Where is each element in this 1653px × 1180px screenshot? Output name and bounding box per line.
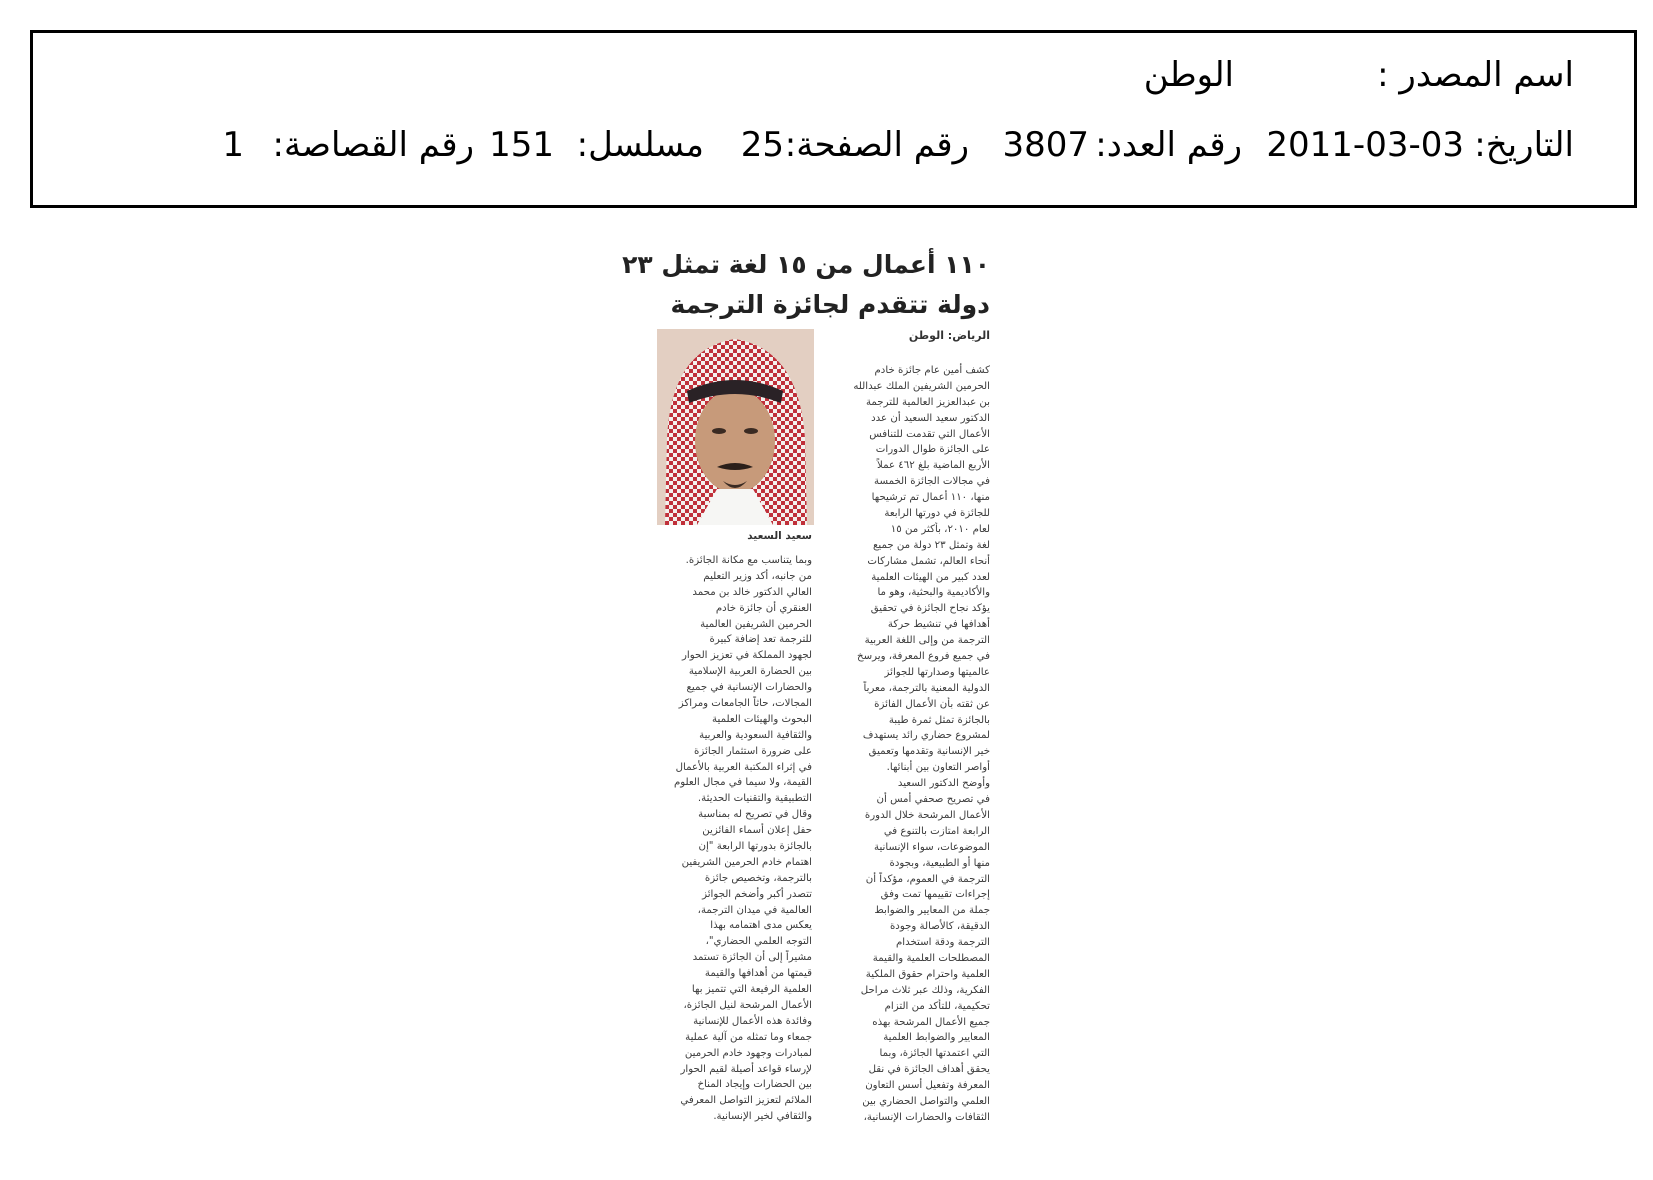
article-text-line: الأربع الماضية بلغ ٤٦٢ عملاً [877, 460, 990, 472]
article-text-line: لمشروع حضاري رائد يستهدف [862, 730, 990, 742]
article-text-line: الأعمال المرشحة خلال الدورة [864, 809, 990, 821]
article-text-line: مشيراً إلى أن الجائزة تستمد [692, 952, 812, 964]
serial-value: 151 [489, 125, 554, 165]
article-text-line: تتصدر أكبر وأضخم الجوائز [702, 888, 812, 900]
date-value: 2011-03-03 [1266, 125, 1464, 165]
article-text-line: في إثراء المكتبة العربية بالأعمال [675, 761, 812, 773]
article-text-line: بن عبدالعزيز العالمية للترجمة [865, 396, 990, 408]
article-text-line: الترجمة ودقة استخدام [895, 937, 990, 949]
article-text-line: جميع الأعمال المرشحة بهذه [872, 1016, 990, 1028]
article-text-line: والأكاديمية والبحثية، وهو ما [877, 587, 990, 599]
article-text-line: الدولية المعنية بالترجمة، معرباً [863, 682, 990, 694]
article-text-line: الثقافات والحضارات الإنسانية، [863, 1111, 990, 1123]
article-text-line: الأعمال المرشحة لنيل الجائزة، [683, 999, 812, 1011]
source-label: اسم المصدر : [1377, 55, 1574, 95]
article-text-line: الترجمة من وإلى اللغة العربية [864, 635, 990, 647]
article-text-line: لجهود المملكة في تعزيز الحوار [681, 650, 812, 662]
article-text-line: خير الإنسانية وتقدمها وتعميق [868, 746, 990, 758]
article-text-line: للجائزة في دورتها الرابعة [884, 508, 990, 520]
article-text-line: والحضارات الإنسانية في جميع [686, 682, 812, 694]
article-text-line: الدقيقة، كالأصالة وجودة [889, 921, 990, 933]
article-text-line: لمبادرات وجهود خادم الحرمين [684, 1047, 812, 1059]
article-text-line: وفائدة هذه الأعمال للإنسانية [693, 1015, 812, 1027]
article-text-line: الفكرية، وذلك عبر ثلاث مراحل [860, 984, 990, 996]
article-text-line: جملة من المعايير والضوابط [874, 905, 990, 917]
clip-value: 1 [222, 125, 244, 165]
article-text-line: الترجمة في العموم، مؤكداً أن [865, 873, 990, 885]
article-text-line: كشف أمين عام جائزة خادم [874, 365, 990, 376]
article-text-line: عن ثقته بأن الأعمال الفائزة [874, 698, 990, 710]
article-text-line: للترجمة تعد إضافة كبيرة [709, 634, 812, 646]
article-text-line: العالي الدكتور خالد بن محمد [692, 586, 812, 598]
article-text-line: البحوث والهيئات العلمية [712, 713, 812, 725]
article-text-line: في تصريح صحفي أمس أن [876, 794, 990, 806]
article-text-line: والثقافي لخير الإنسانية. [713, 1111, 812, 1123]
article-text-line: يعكس مدى اهتمامه بهذا [710, 920, 812, 932]
article-text-line: التوجه العلمي الحضاري"، [705, 936, 812, 948]
metadata-header-box [30, 30, 1637, 208]
article-text-line: أهدافها في تنشيط حركة [887, 619, 990, 631]
article-text-line: من جانبه، أكد وزير التعليم [703, 570, 812, 582]
article-text-line: وقال في تصريح له بمناسبة [698, 809, 812, 821]
article-headline [622, 245, 990, 325]
article-text-line: المجالات، حاثاً الجامعات ومراكز [678, 698, 812, 710]
article-text-line: منها أو الطبيعية، وبجودة [889, 857, 990, 869]
article-text-line: بالترجمة، وتخصيص جائزة [704, 872, 812, 884]
portrait-image [657, 329, 814, 525]
article-text-line: العلمية واحترام حقوق الملكية [865, 968, 990, 980]
article-text-line: تحكيمية، للتأكد من التزام [884, 1000, 990, 1012]
article-text-line: عالميتها وصدارتها للجوائز [884, 666, 990, 678]
photo-caption: سعيد السعيد [747, 530, 812, 542]
article-text-line: وبما يتناسب مع مكانة الجائزة. [685, 555, 812, 566]
article-column-left [657, 553, 812, 1125]
article-text-line: المصطلحات العلمية والقيمة [872, 952, 990, 964]
article-text-line: والثقافية السعودية والعربية [699, 729, 812, 741]
article-text-line: على ضرورة استثمار الجائزة [694, 745, 812, 757]
article-text-line: المعرفة وتفعيل أسس التعاون [865, 1080, 990, 1092]
article-text-line: العالمية في ميدان الترجمة، [697, 904, 812, 916]
article-text-line: بالجائزة تمثل ثمرة طيبة [888, 714, 990, 726]
article-text-line: قيمتها من أهدافها والقيمة [704, 968, 812, 980]
article-text-line: الحرمين الشريفين الملك عبدالله [853, 380, 990, 392]
issue-label: رقم العدد: [1095, 125, 1242, 165]
source-value: الوطن [1143, 55, 1234, 95]
article-byline: الرياض: الوطن [908, 329, 990, 342]
article-text-line: الموضوعات، سواء الإنسانية [874, 841, 990, 853]
author-photo [657, 329, 814, 525]
headline-line-1: ١١٠ أعمال من ١٥ لغة تمثل ٢٣ [622, 250, 990, 279]
date-label: التاريخ: [1474, 125, 1574, 165]
article-text-line: المعايير والضوابط العلمية [883, 1032, 990, 1044]
article-text-line: لعدد كبير من الهيئات العلمية [871, 571, 990, 583]
article-text-line: وأوضح الدكتور السعيد [897, 778, 990, 790]
clip-label: رقم القصاصة: [272, 125, 474, 165]
article-text-line: حفل إعلان أسماء الفائزين [702, 825, 812, 837]
article-text-line: الدكتور سعيد السعيد أن عدد [871, 412, 990, 424]
article-text-line: الرابعة امتازت بالتنوع في [883, 825, 990, 837]
article-text-line: يحقق أهداف الجائزة في نقل [868, 1064, 990, 1076]
article-text-line: أنحاء العالم، تشمل مشاركات [867, 555, 990, 567]
article-text-line: بين الحضارات وإيجاد المناخ [697, 1079, 812, 1091]
article-text-line: الحرمين الشريفين العالمية [700, 618, 812, 630]
article-clipping [622, 245, 990, 1135]
article-text-line: العنقري أن جائزة خادم [715, 602, 812, 614]
article-text-line: لإرساء قواعد أصيلة لقيم الحوار [680, 1063, 812, 1075]
article-text-line: بالجائزة بدورتها الرابعة "إن [698, 841, 812, 853]
article-text-line: إجراءات تقييمها تمت وفق [880, 889, 990, 901]
article-text-line: منها، ١١٠ أعمال تم ترشيحها [871, 492, 990, 504]
headline-line-2: دولة تتقدم لجائزة الترجمة [670, 290, 990, 319]
page-label: رقم الصفحة: [784, 125, 969, 165]
article-text-line: اهتمام خادم الحرمين الشريفين [681, 856, 812, 868]
article-text-line: على الجائزة طوال الدورات [875, 444, 990, 456]
article-text-line: بين الحضارة العربية الإسلامية [688, 666, 812, 678]
article-text-line: يؤكد نجاح الجائزة في تحقيق [870, 603, 990, 615]
article-text-line: في جميع فروع المعرفة، ويرسخ [857, 651, 990, 663]
article-text-line: التي اعتمدتها الجائزة، وبما [879, 1048, 990, 1060]
article-text-line: أواصر التعاون بين أبنائها. [886, 762, 990, 774]
article-text-line: القيمة، ولا سيما في مجال العلوم [673, 777, 812, 789]
article-text-line: جمعاء وما تمثله من آلية عملية [685, 1031, 812, 1043]
article-text-line: لغة وتمثل ٢٣ دولة من جميع [873, 539, 990, 551]
page-value: 25 [740, 125, 784, 165]
issue-value: 3807 [1002, 125, 1089, 165]
serial-label: مسلسل: [576, 125, 704, 165]
article-text-line: العلمية الرفيعة التي تتميز بها [691, 984, 812, 996]
article-text-line: لعام ٢٠١٠، بأكثر من ١٥ [890, 523, 990, 535]
article-text-line: التطبيقية والتقنيات الحديثة. [697, 793, 812, 805]
article-column-right [840, 363, 990, 1126]
article-text-line: الأعمال التي تقدمت للتنافس [869, 428, 990, 440]
article-text-line: العلمي والتواصل الحضاري بين [862, 1095, 990, 1107]
article-text-line: في مجالات الجائزة الخمسة [874, 476, 990, 488]
article-text-line: الملائم لتعزيز التواصل المعرفي [680, 1095, 812, 1107]
